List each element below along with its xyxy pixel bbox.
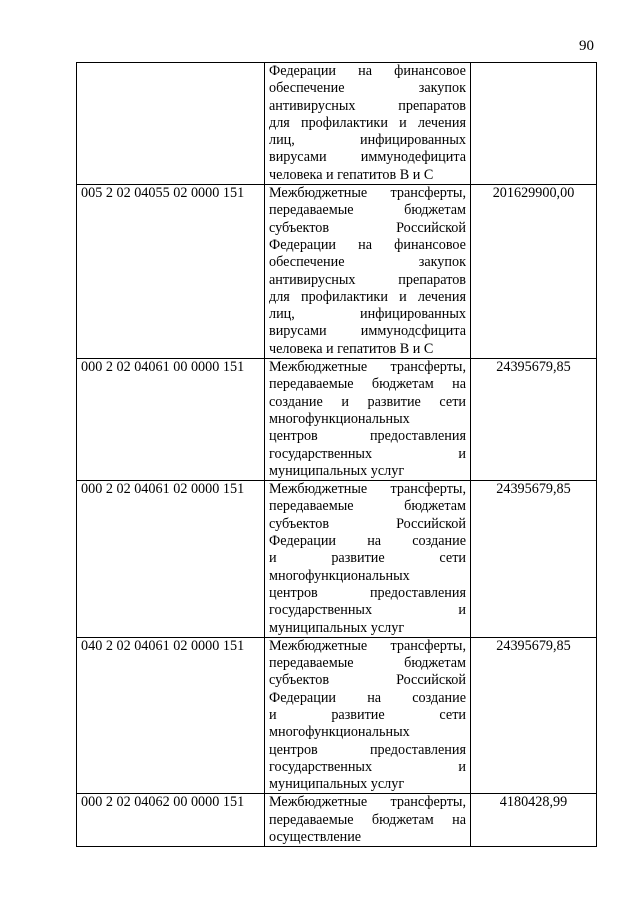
word: на <box>367 533 382 550</box>
amount-cell: 24395679,85 <box>471 637 597 794</box>
word: Межбюджетные <box>269 359 368 376</box>
word: антивирусных <box>269 97 356 114</box>
word: субъектов <box>269 219 330 236</box>
word: лиц, <box>269 132 295 149</box>
text-line <box>269 498 466 515</box>
word: бюджетам <box>371 811 434 828</box>
word: лечения <box>417 288 466 305</box>
word: инфицированных <box>360 132 466 149</box>
table-row <box>77 359 597 481</box>
word: и <box>458 602 466 619</box>
word: Федерации <box>269 236 337 253</box>
text-line <box>269 794 466 811</box>
word: центров <box>269 428 318 445</box>
income-name-cell <box>265 359 471 481</box>
text-line <box>269 237 466 254</box>
word: вирусами <box>269 323 327 340</box>
text-line <box>269 115 466 132</box>
amount-cell: 4180428,99 <box>471 794 597 847</box>
text-line <box>269 394 466 411</box>
word: развитие <box>331 550 385 567</box>
text-line <box>269 323 466 340</box>
word: иммунодсфицита <box>360 323 466 340</box>
word: Межбюджетные <box>269 794 368 811</box>
text-line <box>269 254 466 271</box>
word: предоставления <box>369 584 466 601</box>
word: многофункциональных <box>269 410 410 427</box>
text-line <box>269 359 466 376</box>
word: бюджетам <box>404 202 466 219</box>
word: и <box>399 288 407 305</box>
text-line <box>269 776 466 793</box>
word: и <box>458 445 466 462</box>
text-line <box>269 98 466 115</box>
word: передаваемые <box>269 811 354 828</box>
word: закупок <box>418 254 466 271</box>
word: государственных <box>269 445 373 462</box>
income-name-cell <box>265 185 471 359</box>
word: обеспечение <box>269 80 345 97</box>
table-row <box>77 63 597 185</box>
word: Федерации <box>269 63 337 79</box>
budget-code-cell <box>77 63 265 185</box>
word: бюджетам <box>404 655 466 672</box>
income-name-cell <box>265 63 471 185</box>
word: для <box>269 114 290 131</box>
text-line <box>269 220 466 237</box>
word: создание <box>412 689 466 706</box>
word: Межбюджетные <box>269 637 368 654</box>
text-line <box>269 185 466 202</box>
text-line <box>269 63 466 80</box>
word: Российской <box>396 672 466 689</box>
word: осуществление <box>269 829 362 846</box>
word: создание <box>269 393 323 410</box>
word: обеспечение <box>269 254 345 271</box>
word: государственных <box>269 758 373 775</box>
word: развитие <box>331 706 385 723</box>
word: муниципальных услуг <box>269 462 405 479</box>
word: на <box>367 689 382 706</box>
text-line <box>269 585 466 602</box>
word: центров <box>269 584 318 601</box>
word: предоставления <box>369 741 466 758</box>
text-line <box>269 463 466 480</box>
text-line <box>269 149 466 166</box>
text-line <box>269 516 466 533</box>
word: трансферты, <box>390 637 466 654</box>
text-line <box>269 724 466 741</box>
text-line <box>269 132 466 149</box>
word: предоставления <box>369 428 466 445</box>
text-line <box>269 638 466 655</box>
word: многофункциональных <box>269 567 410 584</box>
word: на <box>358 63 373 79</box>
text-line <box>269 481 466 498</box>
word: антивирусных <box>269 271 356 288</box>
budget-code-cell: 040 2 02 04061 02 0000 151 <box>77 637 265 794</box>
text-line <box>269 411 466 428</box>
text-line <box>269 672 466 689</box>
word: финансовое <box>394 236 466 253</box>
word: препаратов <box>398 271 466 288</box>
income-name-cell <box>265 481 471 638</box>
word: человека и гепатитов В и С <box>269 166 434 183</box>
text-line <box>269 341 466 358</box>
text-line <box>269 289 466 306</box>
word: для <box>269 288 290 305</box>
word: Российской <box>396 219 466 236</box>
text-line <box>269 272 466 289</box>
word: Межбюджетные <box>269 185 368 202</box>
word: передаваемые <box>269 376 354 393</box>
text-line <box>269 759 466 776</box>
word: сети <box>439 550 466 567</box>
word: Федерации <box>269 533 337 550</box>
text-line <box>269 655 466 672</box>
text-line <box>269 428 466 445</box>
income-name-cell <box>265 794 471 847</box>
word: Российской <box>396 515 466 532</box>
word: и <box>341 393 349 410</box>
word: передаваемые <box>269 202 354 219</box>
word: на <box>452 376 466 393</box>
amount-cell <box>471 63 597 185</box>
word: инфицированных <box>360 306 466 323</box>
word: государственных <box>269 602 373 619</box>
text-line <box>269 167 466 184</box>
word: Федерации <box>269 689 337 706</box>
word: и <box>458 758 466 775</box>
word: многофункциональных <box>269 724 410 741</box>
amount-cell: 24395679,85 <box>471 481 597 638</box>
word: Межбюджетные <box>269 481 368 498</box>
word: бюджетам <box>371 376 434 393</box>
table-row <box>77 637 597 794</box>
word: иммунодефицита <box>360 149 466 166</box>
word: центров <box>269 741 318 758</box>
text-line <box>269 306 466 323</box>
amount-cell: 201629900,00 <box>471 185 597 359</box>
word: трансферты, <box>390 185 466 202</box>
word: трансферты, <box>390 794 466 811</box>
word: вирусами <box>269 149 327 166</box>
word: на <box>358 236 373 253</box>
table-row <box>77 794 597 847</box>
word: создание <box>412 533 466 550</box>
text-line <box>269 829 466 846</box>
word: финансовое <box>394 63 466 79</box>
text-line <box>269 568 466 585</box>
income-name-cell <box>265 637 471 794</box>
word: субъектов <box>269 672 330 689</box>
budget-code-cell: 000 2 02 04062 00 0000 151 <box>77 794 265 847</box>
word: субъектов <box>269 515 330 532</box>
word: передаваемые <box>269 498 354 515</box>
word: сети <box>439 706 466 723</box>
table-body <box>77 63 597 847</box>
word: развитие <box>367 393 421 410</box>
word: трансферты, <box>390 359 466 376</box>
page-number: 90 <box>579 38 594 54</box>
word: и <box>269 706 277 723</box>
budget-code-cell: 000 2 02 04061 00 0000 151 <box>77 359 265 481</box>
text-line <box>269 690 466 707</box>
word: препаратов <box>398 97 466 114</box>
word: передаваемые <box>269 655 354 672</box>
word: трансферты, <box>390 481 466 498</box>
word: человека и гепатитов В и С <box>269 340 434 357</box>
table-row <box>77 185 597 359</box>
word: бюджетам <box>404 498 466 515</box>
word: профилактики <box>300 288 388 305</box>
text-line <box>269 550 466 567</box>
text-line <box>269 80 466 97</box>
text-line <box>269 202 466 219</box>
text-line <box>269 742 466 759</box>
word: лиц, <box>269 306 295 323</box>
budget-classification-table <box>76 62 597 847</box>
text-line <box>269 707 466 724</box>
budget-code-cell: 000 2 02 04061 02 0000 151 <box>77 481 265 638</box>
word: муниципальных услуг <box>269 619 405 636</box>
word: закупок <box>418 80 466 97</box>
word: лечения <box>417 114 466 131</box>
table-row <box>77 481 597 638</box>
text-line <box>269 812 466 829</box>
word: и <box>269 550 277 567</box>
word: сети <box>439 393 466 410</box>
budget-code-cell: 005 2 02 04055 02 0000 151 <box>77 185 265 359</box>
word: и <box>399 114 407 131</box>
amount-cell: 24395679,85 <box>471 359 597 481</box>
word: на <box>452 811 466 828</box>
word: профилактики <box>300 114 388 131</box>
text-line <box>269 446 466 463</box>
text-line <box>269 602 466 619</box>
text-line <box>269 533 466 550</box>
text-line <box>269 620 466 637</box>
text-line <box>269 376 466 393</box>
word: муниципальных услуг <box>269 776 405 793</box>
